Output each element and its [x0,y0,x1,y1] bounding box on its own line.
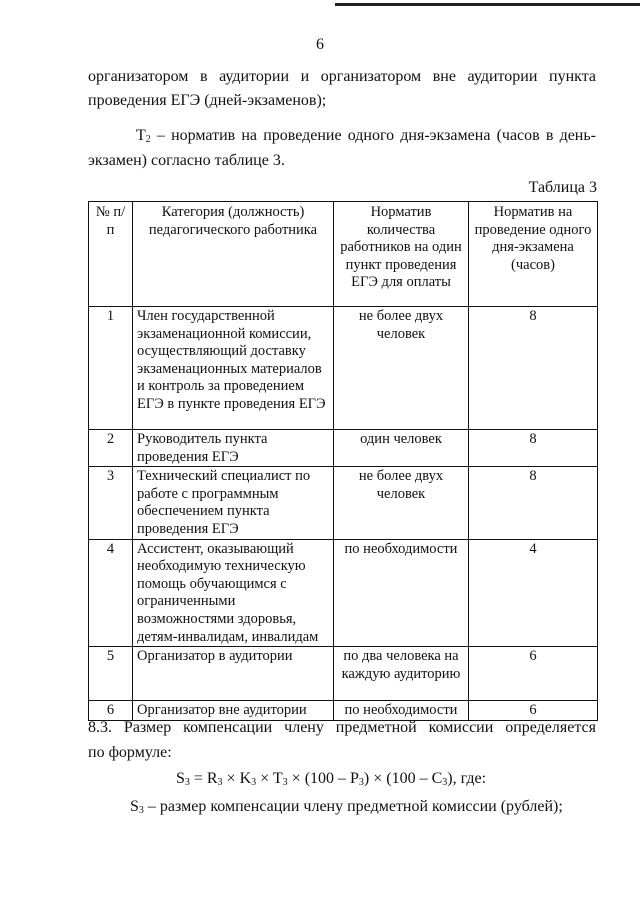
table-row [89,467,598,539]
header-num: № п/п [89,202,133,307]
row-6-hours: 6 [469,701,598,721]
section-8-3-line1: 8.3. Размер компенсации члену предметной комиссии определяется [88,719,596,736]
row-3-employees: не более двух человек [334,467,469,539]
row-1-num: 1 [89,307,133,430]
table-row [89,430,598,467]
paragraph-top-line1: организатором в аудитории и организатором вне аудитории пункта [88,68,596,85]
row-4-hours: 4 [469,539,598,647]
row-4-employees: по необходимости [334,539,469,647]
page-number: 6 [316,36,324,53]
row-3-hours: 8 [469,467,598,539]
table-caption: Таблица 3 [528,179,597,196]
row-6-num: 6 [89,701,133,721]
row-4-category: Ассистент, оказывающий необходимую техническую помощь обучающимся с ограниченными возможностями здоровья, детям-инвалидам, инвалидам [133,539,334,647]
row-1-hours: 8 [469,307,598,430]
table-row [89,539,598,647]
s3-symbol: S [130,798,139,815]
header-category: Категория (должность) педагогического работника [133,202,334,307]
row-2-hours: 8 [469,430,598,467]
row-5-employees: по два человека на каждую аудиторию [334,647,469,701]
row-6-category: Организатор вне аудитории [133,701,334,721]
row-5-category: Организатор в аудитории [133,647,334,701]
header-hours: Норматив на проведение одного дня-экзамена (часов) [469,202,598,307]
row-2-num: 2 [89,430,133,467]
header-employees: Норматив количества работников на один пункт проведения ЕГЭ для оплаты [334,202,469,307]
section-8-3-line2: по формуле: [88,744,172,761]
s3-definition [130,797,563,817]
row-3-num: 3 [89,467,133,539]
table-row [89,647,598,701]
table-header-row [89,202,598,307]
compensation-formula: $S_3 = R_3 \times K_3 \times T_3 \times (100 - P_3) \times (100 - C_3)$, где: [175,770,487,788]
t2-definition-line2: экзамен) согласно таблице 3. [88,152,285,169]
t2-definition-line1 [136,126,596,146]
row-2-employees: один человек [334,430,469,467]
row-6-employees: по необходимости [334,701,469,721]
norms-table [88,201,598,721]
top-rule [335,3,640,6]
row-4-num: 4 [89,539,133,647]
t2-subscript: 2 [145,134,151,145]
row-1-category: Член государственной экзаменационной комиссии, осуществляющий доставку экзаменационных материалов и контроль за проведением ЕГЭ в пункте проведения ЕГЭ [133,307,334,430]
row-2-category: Руководитель пункта проведения ЕГЭ [133,430,334,467]
t2-symbol: T [136,127,146,144]
table-row [89,307,598,430]
t2-definition-text: – норматив на проведение одного дня-экзамена (часов в день- [150,127,596,144]
row-3-category: Технический специалист по работе с программным обеспечением пункта проведения ЕГЭ [133,467,334,539]
s3-definition-text: – размер компенсации члену предметной комиссии (рублей); [143,798,563,815]
row-5-hours: 6 [469,647,598,701]
s3-subscript: 3 [138,805,144,816]
paragraph-top-line2: проведения ЕГЭ (дней-экзаменов); [88,92,327,109]
row-5-num: 5 [89,647,133,701]
row-1-employees: не более двух человек [334,307,469,430]
